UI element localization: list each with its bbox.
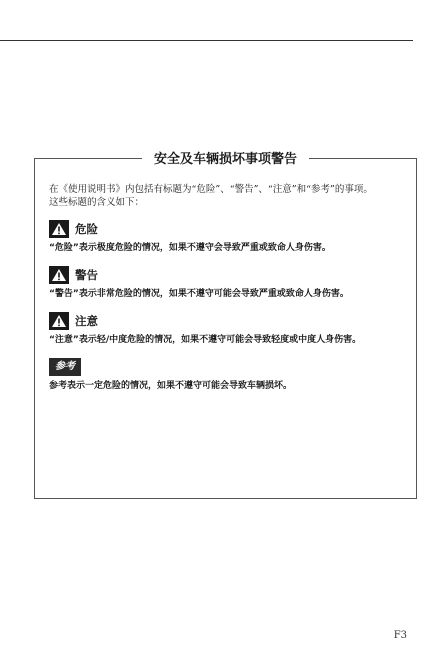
notice-body — [49, 183, 402, 393]
warning-heading — [49, 265, 402, 285]
caution-section — [49, 311, 402, 347]
danger-label: 危险 — [75, 222, 98, 236]
danger-description: “危险”表示极度危险的情况，如果不遵守会导致严重或致命人身伤害。 — [49, 243, 331, 253]
caution-heading — [49, 311, 402, 331]
warning-triangle-icon — [49, 266, 69, 284]
page-number: F3 — [393, 630, 407, 641]
warning-section — [49, 265, 402, 301]
danger-section — [49, 219, 402, 255]
warning-label: 警告 — [75, 268, 98, 282]
header-rule — [0, 40, 413, 41]
reference-section — [49, 357, 402, 393]
reference-heading — [49, 357, 402, 377]
safety-notice-box — [34, 152, 417, 499]
caution-label: 注意 — [75, 314, 98, 328]
reference-badge: 参考 — [49, 358, 81, 376]
intro-text — [49, 183, 402, 209]
intro-line-1: 在《使用说明书》内包括有标题为“危险”、“警告”、“注意”和“参考”的事项。 — [49, 184, 373, 195]
warning-triangle-icon — [49, 312, 69, 330]
intro-line-2: 这些标题的含义如下： — [49, 197, 145, 208]
warning-triangle-icon — [49, 220, 69, 238]
caution-description: “注意”表示轻/中度危险的情况，如果不遵守可能会导致轻度或中度人身伤害。 — [49, 335, 362, 345]
notice-title: 安全及车辆损坏事项警告 — [142, 150, 309, 170]
warning-description: “警告”表示非常危险的情况，如果不遵守可能会导致严重或致命人身伤害。 — [49, 289, 349, 299]
danger-heading — [49, 219, 402, 239]
notice-title-wrap — [35, 148, 416, 170]
reference-description: 参考表示一定危险的情况，如果不遵守可能会导致车辆损坏。 — [49, 381, 293, 391]
